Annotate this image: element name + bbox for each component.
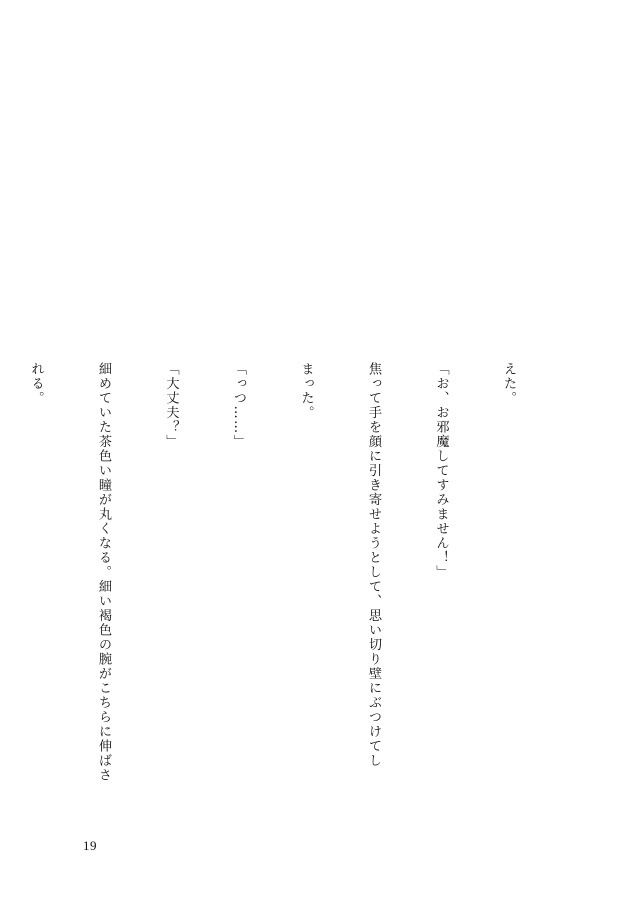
page-number: 19: [83, 838, 97, 853]
text-line: えた。: [501, 362, 516, 406]
text-line: まった。: [298, 362, 314, 420]
text-line: 「っつ……」: [231, 362, 246, 449]
text-line: 「お、お邪魔してすみません！」: [433, 362, 449, 580]
vertical-text-body: [0, 362, 564, 817]
text-line: 焦って手を顔に引き寄せようとして、思い切り壁にぶつけてし: [366, 362, 381, 768]
text-line: れる。: [28, 362, 44, 406]
text-line: 細めていた茶色い瞳が丸くなる。細い褐色の腕がこちらに伸ばさ: [96, 362, 111, 783]
text-line: 「大丈夫？」: [163, 362, 179, 449]
